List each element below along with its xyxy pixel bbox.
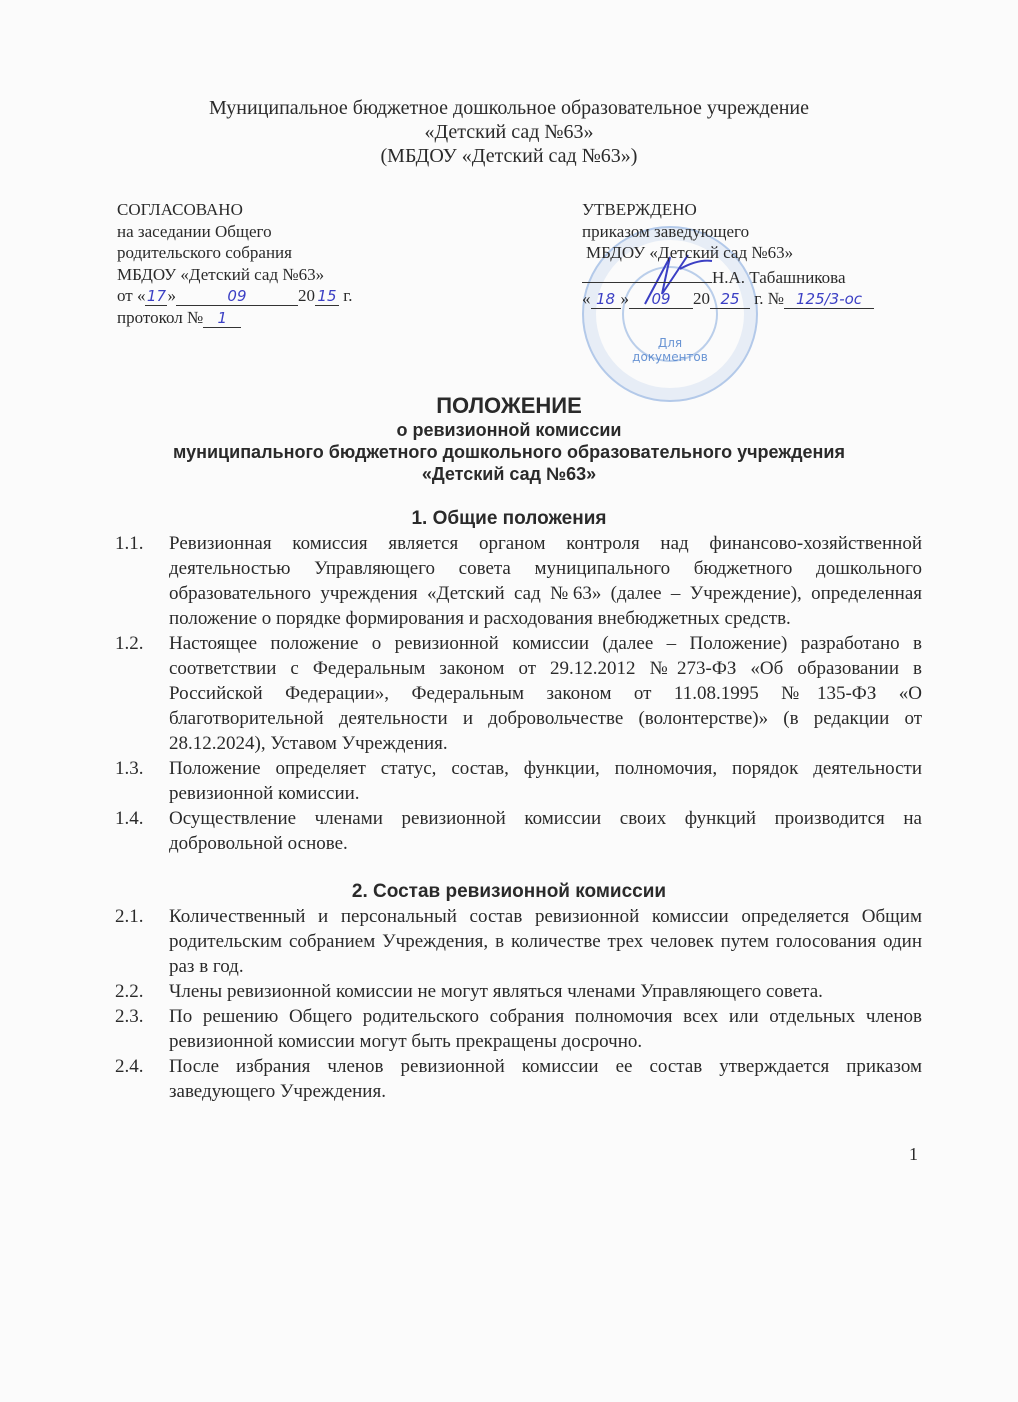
handwritten-year: 15 [317,287,337,305]
clause-number: 2.2. [115,981,144,1002]
org-short-name-line: «Детский сад №63» [424,121,594,143]
clause-text: Ревизионная комиссия является органом контроля над финансово-хозяйственной деятельностью Управляющего совета муниципального бюджетного дошкольного образовательного учреждения «Детский сад №63» (далее – Учреждение), определенная положение о порядке формирования и расходования внебюджетных средств. [169,533,922,629]
agreed-line-3: МБДОУ «Детский сад №63» [117,264,325,284]
clause-text: Положение определяет статус, состав, функции, полномочия, порядок деятельности ревизионной комиссии. [169,758,922,804]
stamp-text: Для документов [632,336,708,364]
approved-line-2: МБДОУ «Детский сад №63» [586,243,794,262]
approved-date [582,288,1002,310]
day-field [591,290,621,309]
organization-header [99,96,919,168]
approved-block [582,199,1002,310]
handwritten-day: 18 [595,290,616,308]
year-field [710,290,750,309]
clause-number: 1.3. [115,758,144,779]
year-field [315,287,339,306]
order-field [784,290,874,309]
signature-field [582,264,712,283]
date-prefix: « [582,289,591,308]
clause-text: Осуществление членами ревизионной комиссии своих функций производится на добровольной основе. [169,808,922,854]
clause [115,979,922,1004]
clause [115,806,922,856]
clause-number: 1.2. [115,633,144,654]
clause [115,531,922,631]
clause-number: 1.1. [115,533,144,554]
approvals-row [0,199,1018,377]
agreed-date [117,285,557,307]
day-suffix: » [620,289,629,308]
year-prefix: 20 [693,289,710,308]
day-field [145,287,167,306]
clause-text: Количественный и персональный состав ревизионной комиссии определяется Общим родительским собранием Учреждения, в количестве трех человек путем голосования один раз в год. [169,906,922,977]
document-title-block [84,393,934,485]
org-name-line: Муниципальное бюджетное дошкольное образовательное учреждение [209,97,809,119]
page-number: 1 [909,1144,918,1164]
agreed-protocol [117,307,557,329]
document-title: ПОЛОЖЕНИЕ [436,393,582,418]
day-suffix: » [167,286,176,305]
handwritten-month: 09 [227,287,247,305]
agreed-line-2: родительского собрания [117,243,292,262]
clause [115,1054,922,1104]
org-abbreviation-line: (МБДОУ «Детский сад №63») [380,145,638,167]
agreed-title: СОГЛАСОВАНО [117,200,243,219]
handwritten-day: 17 [146,287,167,305]
date-prefix: от « [117,286,146,305]
clause [115,1004,922,1054]
signatory-name: Н.А. Табашникова [712,267,846,287]
year-prefix: 20 [297,286,315,305]
document-subtitle-2: муниципального бюджетного дошкольного образовательного учреждения [173,442,845,462]
approved-signature-line [582,264,1002,289]
approved-title: УТВЕРЖДЕНО [582,200,697,219]
handwritten-month: 09 [651,290,671,308]
section-heading: 1. Общие положения [411,508,607,529]
clause-number: 1.4. [115,808,144,829]
agreed-block [117,199,557,328]
clause-number: 2.1. [115,906,144,927]
protocol-field [203,309,241,328]
handwritten-order-number: 125/3-ос [795,290,863,308]
year-end: г. [338,286,353,305]
clause-number: 2.4. [115,1056,144,1077]
approved-line-1: приказом заведующего [582,221,750,241]
handwritten-protocol-number: 1 [217,308,227,327]
document-subtitle-3: «Детский сад №63» [421,464,597,484]
agreed-line-1: на заседании Общего [117,221,272,241]
clause-text: По решению Общего родительского собрания полномочия всех или отдельных членов ревизионной комиссии могут быть прекращены досрочно. [169,1006,922,1052]
section-heading: 2. Состав ревизионной комиссии [351,881,667,902]
order-prefix: г. № [750,289,785,308]
document-subtitle-1: о ревизионной комиссии [396,420,622,440]
clause-text: После избрания членов ревизионной комиссии ее состав утверждается приказом заведующего Учреждения. [169,1056,922,1102]
clause-number: 2.3. [115,1006,144,1027]
handwritten-year: 25 [720,290,740,308]
month-field [629,290,693,309]
clause [115,756,922,806]
clause [115,904,922,979]
clause [115,631,922,756]
clause-text: Настоящее положение о ревизионной комиссии (далее – Положение) разработано в соответствии с Федеральным законом от 29.12.2012 №273-ФЗ «Об образовании в Российской Федерации», Федеральным законом от 11.08.1995 №135-ФЗ «О благотворительной деятельности и добровольчестве (волонтерстве)» (в редакции от 28.12.2024), Уставом Учреждения. [169,633,922,754]
month-field [176,287,298,306]
protocol-prefix: протокол № [117,307,204,327]
clause-text: Члены ревизионной комиссии не могут являться членами Управляющего совета. [169,981,823,1002]
